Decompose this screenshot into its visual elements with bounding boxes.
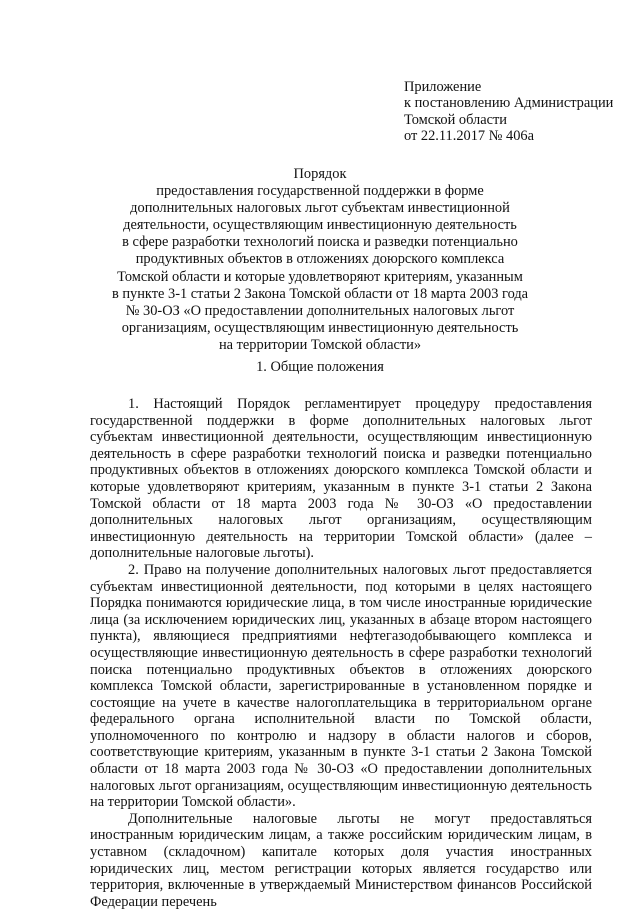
- document-body: [90, 396, 592, 910]
- title-line: № 30-ОЗ «О предоставлении дополнительных налоговых льгот: [125, 302, 515, 319]
- title-line: продуктивных объектов в отложениях доюрского комплекса: [135, 251, 505, 268]
- paragraph-2: 2. Право на получение дополнительных налоговых льгот предоставляется субъектам инвестиционной деятельности, под которыми в целях настоящего Порядка понимаются юридические лица, в том числе иностранные юридические лица (за исключением юридических лиц, указанных в абзаце втором настоящего пункта), являющиеся предприятиями нефтегазодобывающего комплекса и осуществляющие инвестиционную деятельность в сфере разработки технологий поиска потенциально продуктивных объектов в отложениях доюрского комплекса Томской области, зарегистрированные в установленном порядке и состоящие на учете в качестве налогоплательщика в территориальном органе федерального органа исполнительной власти по Томской области, уполномоченного по контролю и надзору в области налогов и сборов, соответствующие критериям, указанным в пункте 3-1 статьи 2 Закона Томской области от 18 марта 2003 года № 30-ОЗ «О предоставлении дополнительных налоговых льгот организациям, осуществляющим инвестиционную деятельность на территории Томской области».: [90, 561, 592, 811]
- title-line: в сфере разработки технологий поиска и разведки потенциально: [122, 234, 518, 251]
- title-line: деятельности, осуществляющим инвестиционную деятельность: [123, 217, 517, 234]
- paragraph-3: Дополнительные налоговые льготы не могут предоставляться иностранным юридическим лицам, а также российским юридическим лицам, в уставном (складочном) капитале которых доля участия иностранных юридических лиц, местом регистрации которых является государство или территория, включенные в утверждаемый Министерством финансов Российской Федерации перечень: [90, 810, 592, 910]
- title-line: на территории Томской области»: [218, 336, 422, 353]
- appendix-label: Приложение: [404, 79, 482, 95]
- title-line: организациям, осуществляющим инвестиционную деятельность: [121, 319, 519, 336]
- appendix-date-number: от 22.11.2017 № 406а: [404, 128, 535, 145]
- title-line: Томской области и которые удовлетворяют критериям, указанным: [117, 268, 523, 285]
- document-title: [60, 166, 580, 354]
- appendix-reference: к постановлению Администрации: [404, 95, 614, 112]
- title-line: в пункте 3-1 статьи 2 Закона Томской области от 18 марта 2003 года: [111, 285, 529, 302]
- appendix-block: [404, 79, 624, 145]
- title-line: предоставления государственной поддержки в форме: [156, 183, 484, 200]
- section-heading: 1. Общие положения: [256, 359, 384, 375]
- title-line: Порядок: [293, 166, 347, 182]
- paragraph-1: 1. Настоящий Порядок регламентирует процедуру предоставления государственной поддержки в форме дополнительных налоговых льгот субъектам инвестиционной деятельности, осуществляющим инвестиционную деятельность в сфере разработки технологий поиска и разведки потенциально продуктивных объектов в отложениях доюрского комплекса Томской области и которые удовлетворяют критериям, указанным в пункте 3-1 статьи 2 Закона Томской области от 18 марта 2003 года № 30-ОЗ «О предоставлении дополнительных налоговых льгот организациям, осуществляющим инвестиционную деятельность на территории Томской области» (далее – дополнительные налоговые льготы).: [90, 396, 592, 562]
- title-line: дополнительных налоговых льгот субъектам инвестиционной: [130, 200, 510, 217]
- appendix-authority: Томской области: [404, 111, 507, 128]
